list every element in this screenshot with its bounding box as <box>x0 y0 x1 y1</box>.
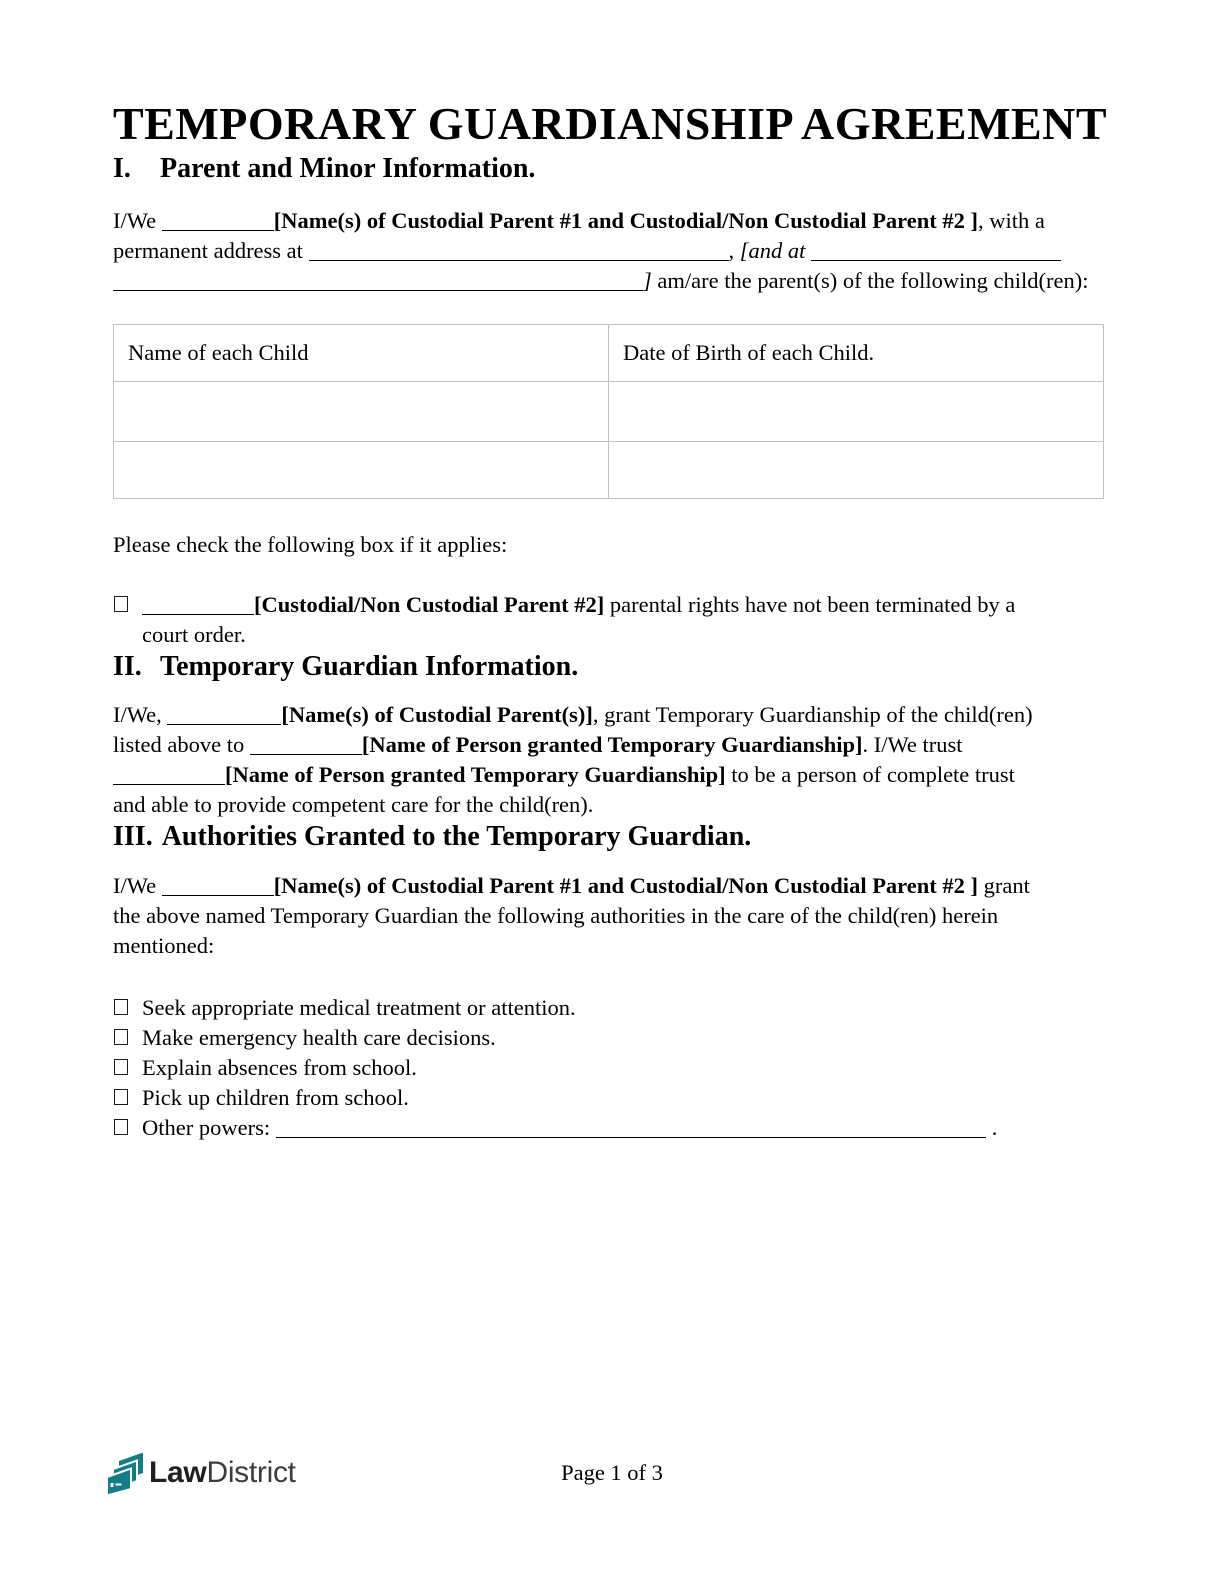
fill-blank-address-1[interactable] <box>309 241 729 261</box>
parental-rights-checkbox-item <box>113 590 1104 650</box>
page-number: Page 1 of 3 <box>561 1460 663 1485</box>
authority-label: Explain absences from school. <box>142 1055 417 1080</box>
document-title: TEMPORARY GUARDIANSHIP AGREEMENT <box>113 98 1108 149</box>
logo-text-district: District <box>206 1456 296 1489</box>
authority-label: Seek appropriate medical treatment or attention. <box>142 995 576 1020</box>
text-run: I/We <box>113 873 162 898</box>
section-1-title: Parent and Minor Information. <box>160 153 536 184</box>
children-table <box>113 324 1104 499</box>
authority-label <box>142 1113 997 1143</box>
checkbox-other-powers[interactable] <box>114 1119 128 1135</box>
paragraph-line <box>113 206 1104 236</box>
authority-label: Make emergency health care decisions. <box>142 1025 496 1050</box>
authority-item-pickup <box>113 1083 1104 1113</box>
other-powers-label: Other powers: <box>142 1115 276 1140</box>
section-2-paragraph <box>113 700 1104 820</box>
section-2-title: Temporary Guardian Information. <box>160 651 579 682</box>
paragraph-line <box>113 236 1104 266</box>
cell-child-dob-2[interactable] <box>609 442 1104 499</box>
paragraph-line <box>113 760 1104 790</box>
placeholder-custodial-parents: [Name(s) of Custodial Parent(s)] <box>281 702 593 727</box>
section-2-number: II. <box>113 651 142 682</box>
checkbox-parental-rights[interactable] <box>114 596 128 612</box>
checkbox-medical-treatment[interactable] <box>114 999 128 1015</box>
col-header-child-dob: Date of Birth of each Child. <box>609 325 1104 382</box>
table-row <box>114 442 1104 499</box>
text-run: , grant Temporary Guardianship of the child(ren) <box>592 702 1033 727</box>
placeholder-guardian-name: [Name of Person granted Temporary Guardianship] <box>225 762 726 787</box>
text-run: am/are the parent(s) of the following child(ren): <box>651 268 1089 293</box>
checkbox-item-text <box>142 590 1015 650</box>
section-3-paragraph <box>113 871 1104 961</box>
text-run: listed above to <box>113 732 250 757</box>
authorities-checklist <box>113 993 1104 1143</box>
section-3-title: Authorities Granted to the Temporary Guardian. <box>161 821 752 852</box>
placeholder-parent-names: [Name(s) of Custodial Parent #1 and Custodial/Non Custodial Parent #2 ] <box>273 208 978 233</box>
paragraph-line: court order. <box>142 622 246 647</box>
text-run-italic: ] <box>643 268 652 293</box>
authority-label: Pick up children from school. <box>142 1085 409 1110</box>
table-header-row <box>114 325 1104 382</box>
placeholder-parent2: [Custodial/Non Custodial Parent #2] <box>254 592 605 617</box>
cell-child-dob-1[interactable] <box>609 382 1104 442</box>
paragraph-line <box>113 871 1104 901</box>
checkbox-emergency-decisions[interactable] <box>114 1029 128 1045</box>
text-run: , <box>728 238 740 263</box>
authority-item-medical <box>113 993 1104 1023</box>
text-run: , with a <box>978 208 1045 233</box>
cell-child-name-2[interactable] <box>114 442 609 499</box>
table-row <box>114 382 1104 442</box>
text-run: permanent address at <box>113 238 309 263</box>
text-run: parental rights have not been terminated by a <box>604 592 1016 617</box>
text-run: . I/We trust <box>862 732 963 757</box>
logo-text-law: Law <box>149 1456 207 1489</box>
placeholder-guardian-name: [Name of Person granted Temporary Guardianship] <box>361 732 863 757</box>
text-run: grant <box>978 873 1030 898</box>
section-3-number: III. <box>113 821 153 852</box>
checkbox-instruction: Please check the following box if it applies: <box>113 532 508 557</box>
paragraph-line <box>113 730 1104 760</box>
section-1-paragraph <box>113 206 1104 296</box>
text-run-italic: [and at <box>739 238 812 263</box>
fill-blank-parent-names[interactable] <box>162 211 274 231</box>
fill-blank-other-powers[interactable] <box>276 1118 986 1138</box>
section-3-heading <box>113 820 1104 854</box>
fill-blank-custodial-parents[interactable] <box>167 705 281 725</box>
paragraph-line <box>142 590 1015 620</box>
checkbox-pickup-children[interactable] <box>114 1089 128 1105</box>
authority-item-other <box>113 1113 1104 1143</box>
section-1-number: I. <box>113 153 131 184</box>
checkbox-explain-absences[interactable] <box>114 1059 128 1075</box>
text-run: to be a person of complete trust <box>725 762 1015 787</box>
cell-child-name-1[interactable] <box>114 382 609 442</box>
fill-blank-guardian-name-2[interactable] <box>113 765 225 785</box>
paragraph-line: mentioned: <box>113 933 215 958</box>
fill-blank-address-2[interactable] <box>811 241 1061 261</box>
paragraph-line: the above named Temporary Guardian the following authorities in the care of the child(ren) herein <box>113 903 999 928</box>
text-run: I/We, <box>113 702 168 727</box>
fill-blank-guardian-name-1[interactable] <box>250 735 362 755</box>
text-run: . <box>991 1115 998 1140</box>
fill-blank-address-3[interactable] <box>113 271 643 291</box>
paragraph-line: and able to provide competent care for the child(ren). <box>113 792 594 817</box>
authority-item-absences <box>113 1053 1104 1083</box>
authority-item-emergency <box>113 1023 1104 1053</box>
section-2-heading <box>113 650 1104 684</box>
fill-blank-parent2-name[interactable] <box>142 595 254 615</box>
fill-blank-parents-names-2[interactable] <box>162 876 274 896</box>
placeholder-parent-names: [Name(s) of Custodial Parent #1 and Custodial/Non Custodial Parent #2 ] <box>273 873 978 898</box>
section-1-heading <box>113 152 1104 186</box>
text-run: I/We <box>113 208 162 233</box>
paragraph-line <box>113 266 1104 296</box>
paragraph-line <box>113 700 1104 730</box>
col-header-child-name: Name of each Child <box>114 325 609 382</box>
